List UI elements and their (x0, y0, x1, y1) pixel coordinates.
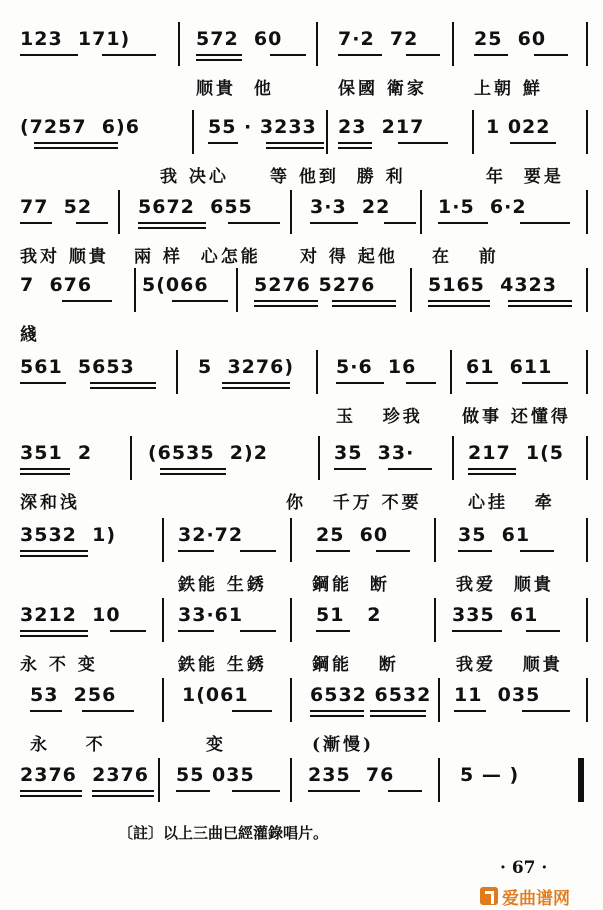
beam-line (228, 222, 280, 224)
beam-line (196, 54, 242, 56)
measure-notes: 5276 5276 (254, 274, 376, 296)
lyric-text: 做事 还懂得 (462, 407, 571, 427)
beam-line (308, 790, 360, 792)
beam-line (428, 305, 490, 307)
lyrics-row (0, 570, 603, 594)
bar-line (438, 758, 440, 802)
beam-line (34, 142, 118, 144)
beam-line (334, 468, 366, 470)
beam-line (254, 305, 318, 307)
page-number: · 67 · (500, 858, 548, 878)
beam-line (388, 468, 432, 470)
bar-line (162, 678, 164, 722)
lyric-text: 我爱 顺貴 (456, 575, 554, 595)
beam-line (110, 630, 146, 632)
bar-line (586, 22, 588, 66)
lyrics-row (0, 74, 603, 98)
measure-notes: 53 256 (30, 684, 117, 706)
lyric-text: (漸慢) (312, 735, 375, 755)
beam-line (270, 54, 306, 56)
beam-line (160, 468, 226, 470)
bar-line (438, 678, 440, 722)
beam-line (508, 300, 572, 302)
beam-line (370, 710, 426, 712)
measure-notes: 77 52 (20, 196, 93, 218)
lyrics-row (0, 650, 603, 674)
beam-line (522, 710, 570, 712)
bar-line (290, 190, 292, 234)
beam-line (222, 382, 290, 384)
notation-row (0, 678, 603, 718)
score-system (0, 678, 603, 770)
beam-line (240, 550, 276, 552)
music-note-logo-icon (480, 887, 498, 905)
beam-line (310, 222, 358, 224)
lyric-text: 鋼能 断 (312, 655, 399, 675)
beam-line (458, 550, 492, 552)
measure-notes: 2376 2376 (20, 764, 149, 786)
beam-line (266, 147, 324, 149)
bar-line (158, 758, 160, 802)
beam-line (266, 142, 324, 144)
bar-line (586, 110, 588, 154)
beam-line (20, 468, 70, 470)
bar-line (586, 678, 588, 722)
bar-line (586, 436, 588, 480)
bar-line (236, 268, 238, 312)
bar-line (434, 598, 436, 642)
beam-line (62, 300, 112, 302)
bar-line (290, 518, 292, 562)
beam-line (90, 387, 156, 389)
beam-line (406, 54, 440, 56)
beam-line (20, 790, 82, 792)
notation-row (0, 110, 603, 150)
beam-line (338, 54, 382, 56)
beam-line (20, 54, 78, 56)
bar-line (452, 22, 454, 66)
measure-notes: 5 — ) (460, 764, 520, 786)
measure-notes: 3·3 22 (310, 196, 391, 218)
beam-line (160, 473, 226, 475)
notation-row (0, 268, 603, 308)
bar-line (290, 758, 292, 802)
measure-notes: 6532 6532 (310, 684, 432, 706)
beam-line (34, 147, 118, 149)
beam-line (310, 715, 364, 717)
beam-line (20, 630, 88, 632)
beam-line (474, 54, 508, 56)
measure-notes: 561 5653 (20, 356, 135, 378)
footnote: 〔註〕以上三曲巳經灌錄唱片。 (118, 824, 329, 842)
beam-line (176, 790, 210, 792)
score-system (0, 598, 603, 690)
measure-notes: 1·5 6·2 (438, 196, 527, 218)
beam-line (196, 59, 242, 61)
measure-notes: 23 217 (338, 116, 425, 138)
lyric-text: 年 要是 (486, 167, 564, 187)
bar-line (586, 268, 588, 312)
beam-line (508, 305, 572, 307)
measure-notes: 1 022 (486, 116, 551, 138)
beam-line (370, 715, 426, 717)
lyric-text: 鉄能 生銹 (178, 655, 267, 675)
beam-line (428, 300, 490, 302)
beam-line (310, 710, 364, 712)
measure-notes: 33·61 (178, 604, 244, 626)
lyrics-row (0, 488, 603, 512)
measure-notes: 3532 1) (20, 524, 117, 546)
bar-line (316, 22, 318, 66)
beam-line (388, 790, 422, 792)
beam-line (398, 142, 448, 144)
notation-row (0, 22, 603, 62)
beam-line (316, 630, 350, 632)
beam-line (232, 710, 272, 712)
bar-line (176, 350, 178, 394)
lyric-text: 兩 样 心怎能 (134, 247, 261, 267)
bar-line (586, 598, 588, 642)
lyric-text: 对 得 起他 (300, 247, 398, 267)
bar-line (420, 190, 422, 234)
watermark (480, 884, 603, 908)
bar-line (134, 268, 136, 312)
measure-notes: 25 60 (316, 524, 389, 546)
lyrics-row (0, 320, 603, 344)
beam-line (452, 630, 502, 632)
measure-notes: 55 035 (176, 764, 255, 786)
measure-notes: 7 676 (20, 274, 93, 296)
measure-notes: 335 61 (452, 604, 539, 626)
beam-line (76, 222, 108, 224)
notation-row (0, 350, 603, 390)
bar-line (410, 268, 412, 312)
lyric-text: 保國 衛家 (338, 79, 427, 99)
lyric-text: 我对 顺貴 (20, 247, 109, 267)
beam-line (384, 222, 416, 224)
measure-notes: (6535 2)2 (148, 442, 268, 464)
lyric-text: 等 他到 勝 利 (270, 167, 406, 187)
measure-notes: 5 3276) (198, 356, 295, 378)
measure-notes: 51 2 (316, 604, 382, 626)
beam-line (138, 222, 206, 224)
score-system (0, 436, 603, 528)
beam-line (316, 550, 350, 552)
lyric-text: 玉 珍我 (336, 407, 423, 427)
beam-line (240, 630, 276, 632)
score-system (0, 518, 603, 610)
beam-line (90, 382, 156, 384)
measure-notes: 35 33· (334, 442, 415, 464)
lyrics-row (0, 162, 603, 186)
measure-notes: (7257 6)6 (20, 116, 140, 138)
measure-notes: 5672 655 (138, 196, 253, 218)
watermark-text: 爱曲谱网 (502, 888, 570, 909)
beam-line (20, 555, 88, 557)
measure-notes: 235 76 (308, 764, 395, 786)
measure-notes: 572 60 (196, 28, 283, 50)
measure-notes: 25 60 (474, 28, 547, 50)
bar-line (586, 190, 588, 234)
beam-line (20, 222, 52, 224)
bar-line (178, 22, 180, 66)
lyric-text: 心挂 牵 (468, 493, 555, 513)
beam-line (376, 550, 410, 552)
beam-line (454, 710, 486, 712)
bar-line (450, 350, 452, 394)
beam-line (92, 795, 154, 797)
notation-row (0, 518, 603, 558)
beam-line (208, 142, 238, 144)
beam-line (522, 382, 568, 384)
notation-row (0, 598, 603, 638)
lyric-text: 綫 (20, 325, 40, 345)
lyrics-row (0, 242, 603, 266)
beam-line (338, 147, 372, 149)
lyric-text: 鋼能 断 (312, 575, 390, 595)
beam-line (138, 227, 206, 229)
beam-line (526, 630, 560, 632)
bar-line (472, 110, 474, 154)
measure-notes: 351 2 (20, 442, 93, 464)
measure-notes: 7·2 72 (338, 28, 419, 50)
measure-notes: 5(066 (142, 274, 209, 296)
lyric-text: 我爱 顺貴 (456, 655, 563, 675)
measure-notes: 123 171) (20, 28, 131, 50)
bar-line (192, 110, 194, 154)
beam-line (338, 142, 372, 144)
beam-line (20, 382, 66, 384)
lyric-text: 上朝 鮮 (474, 79, 543, 99)
bar-line (434, 518, 436, 562)
beam-line (468, 468, 516, 470)
beam-line (254, 300, 318, 302)
beam-line (468, 473, 516, 475)
bar-line (290, 678, 292, 722)
beam-line (20, 550, 88, 552)
beam-line (30, 710, 62, 712)
beam-line (520, 222, 570, 224)
beam-line (178, 630, 214, 632)
bar-line (290, 598, 292, 642)
score-system (0, 268, 603, 360)
beam-line (82, 710, 134, 712)
bar-line (316, 350, 318, 394)
lyric-text: 我 决心 (160, 167, 229, 187)
beam-line (332, 305, 396, 307)
beam-line (534, 54, 568, 56)
beam-line (20, 473, 70, 475)
measure-notes: 32·72 (178, 524, 244, 546)
score-system (0, 110, 603, 202)
beam-line (172, 300, 228, 302)
lyric-text: 深和浅 (20, 493, 80, 513)
lyric-text: 永 不 (30, 735, 106, 755)
beam-line (466, 382, 498, 384)
beam-line (20, 795, 82, 797)
bar-line (586, 518, 588, 562)
final-bar-line (578, 758, 584, 802)
beam-line (332, 300, 396, 302)
lyric-text: 你 千万 不要 (286, 493, 422, 513)
notation-row (0, 190, 603, 230)
bar-line (130, 436, 132, 480)
beam-line (102, 54, 156, 56)
beam-line (178, 550, 214, 552)
bar-line (586, 350, 588, 394)
measure-notes: 1(061 (182, 684, 249, 706)
measure-notes: 217 1(5 (468, 442, 565, 464)
beam-line (336, 382, 384, 384)
beam-line (20, 635, 88, 637)
lyric-text: 顺貴 他 (196, 79, 274, 99)
measure-notes: 11 035 (454, 684, 541, 706)
lyric-text: 在 前 (432, 247, 499, 267)
bar-line (118, 190, 120, 234)
score-system (0, 22, 603, 114)
measure-notes: 5·6 16 (336, 356, 417, 378)
bar-line (318, 436, 320, 480)
beam-line (232, 790, 280, 792)
lyrics-row (0, 402, 603, 426)
lyric-text: 鉄能 生銹 (178, 575, 267, 595)
bar-line (162, 598, 164, 642)
notation-row (0, 758, 603, 798)
score-system (0, 350, 603, 442)
bar-line (326, 110, 328, 154)
measure-notes: 61 611 (466, 356, 553, 378)
beam-line (92, 790, 154, 792)
bar-line (162, 518, 164, 562)
lyric-text: 永 不 变 (20, 655, 98, 675)
beam-line (510, 142, 556, 144)
beam-line (438, 222, 488, 224)
beam-line (406, 382, 436, 384)
measure-notes: 5165 4323 (428, 274, 557, 296)
lyric-text: 变 (206, 735, 226, 755)
beam-line (222, 387, 290, 389)
measure-notes: 55 · 3233 (208, 116, 317, 138)
measure-notes: 35 61 (458, 524, 531, 546)
bar-line (452, 436, 454, 480)
beam-line (520, 550, 554, 552)
notation-row (0, 436, 603, 476)
measure-notes: 3212 10 (20, 604, 121, 626)
lyrics-row (0, 730, 603, 754)
